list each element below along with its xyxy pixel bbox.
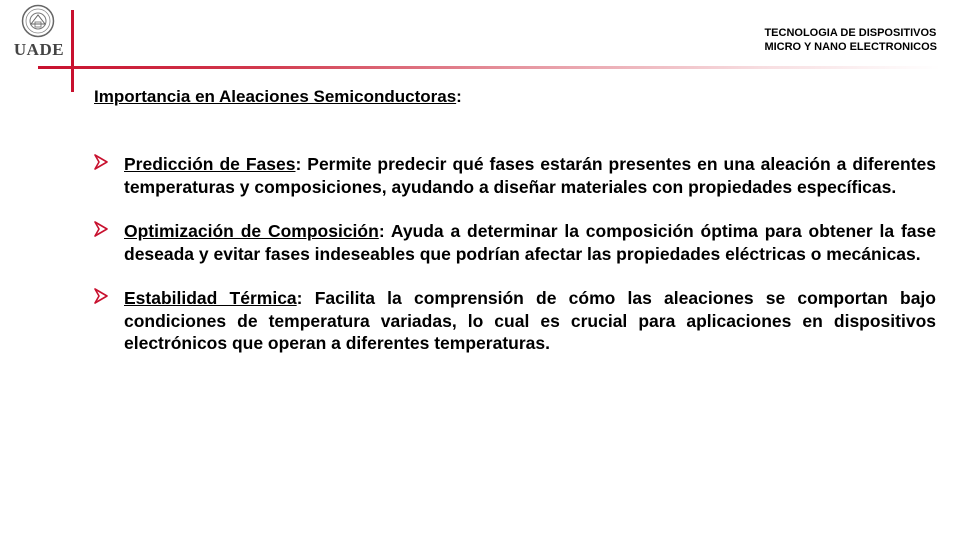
bullet-term: Predicción de Fases [124,154,296,174]
bullet-term: Optimización de Composición [124,221,379,241]
slide-title-text: Importancia en Aleaciones Semiconductoras [94,87,457,106]
course-header [764,26,937,54]
slide-title-suffix: : [456,87,462,106]
bullet-text: : Permite predecir qué fases estarán presentes en una aleación a diferentes temperaturas y composiciones, ayudando a diseñar materiales con propiedades específicas. [124,154,936,197]
course-header-line-1: TECNOLOGIA DE DISPOSITIVOS [764,27,937,39]
bullet-text: : Ayuda a determinar la composición óptima para obtener la fase deseada y evitar fases indeseables que podrían afectar las propiedades eléctricas o mecánicas. [124,221,936,264]
uade-logo [8,4,68,60]
arrow-bullet-icon [94,288,108,304]
bullet-item [94,153,936,198]
accent-vertical-line [71,10,74,92]
course-header-line-2: MICRO Y NANO ELECTRONICOS [764,41,937,53]
bullet-list [94,153,936,377]
arrow-bullet-icon [94,221,108,237]
logo-text: UADE [13,40,65,59]
bullet-item [94,220,936,265]
slide-title [94,87,462,107]
bullet-term: Estabilidad Térmica [124,288,297,308]
university-seal-icon [21,4,55,38]
arrow-bullet-icon [94,154,108,170]
accent-horizontal-line [38,66,940,69]
bullet-item [94,287,936,355]
bullet-text: : Facilita la comprensión de cómo las aleaciones se comportan bajo condiciones de temperatura variadas, lo cual es crucial para aplicaciones en dispositivos electrónicos que operan a diferentes temperaturas. [124,288,936,353]
